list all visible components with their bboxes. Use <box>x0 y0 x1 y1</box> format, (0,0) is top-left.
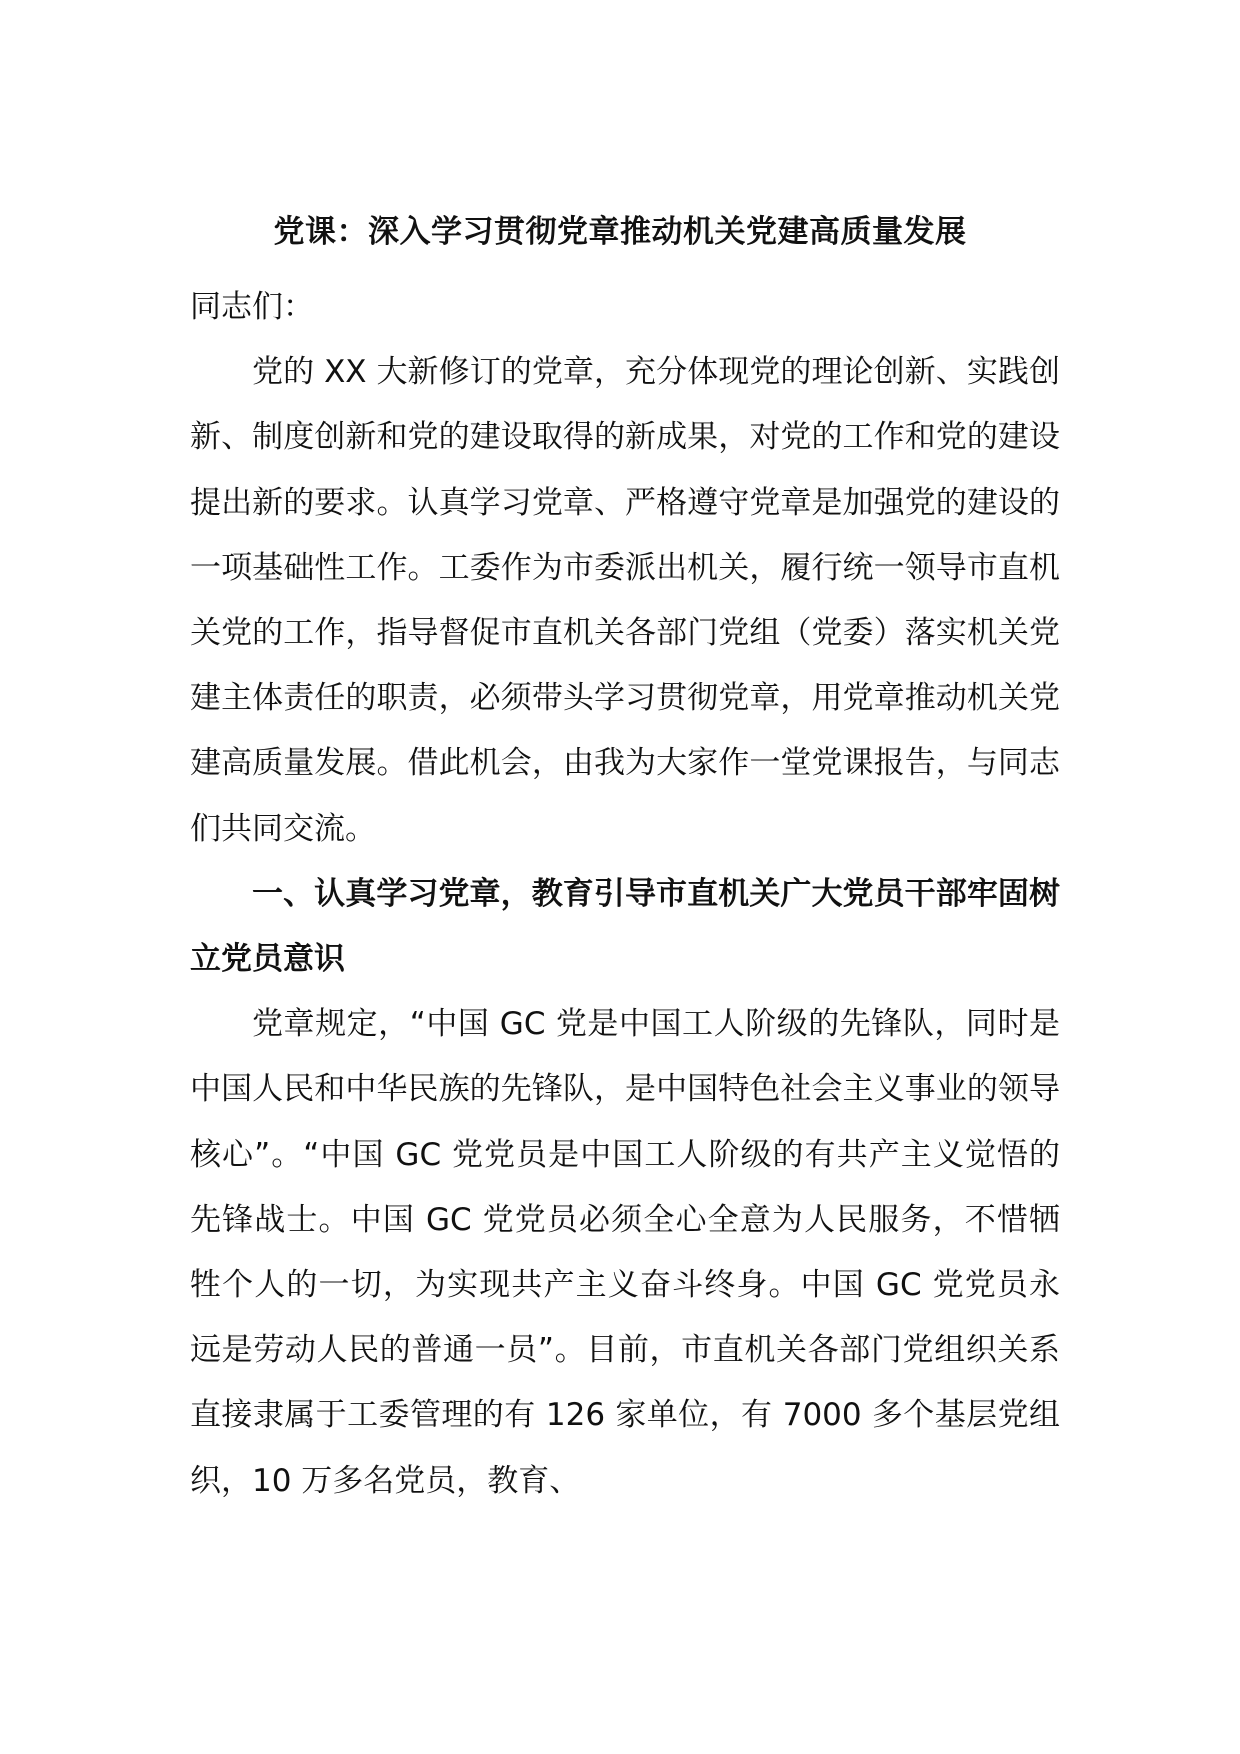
paragraph-section-1: 党章规定，“中国 GC 党是中国工人阶级的先锋队，同时是中国人民和中华民族的先锋队，是中国特色社会主义事业的领导核心”。“中国 GC 党党员是中国工人阶级的有共产主义觉悟的先锋战士。中国 GC 党党员必须全心全意为人民服务，不惜牺牲个人的一切，为实现共产主义奋斗终身。中国 GC 党党员永远是劳动人民的普通一员”。目前，市直机关各部门党组织关系直接隶属于工委管理的有 126 家单位，有 7000 多个基层党组织，10 万多名党员，教育、 <box>190 1006 1060 1499</box>
section-heading-1: 一、认真学习党章，教育引导市直机关广大党员干部牢固树立党员意识 <box>190 875 1060 978</box>
document-title: 党课：深入学习贯彻党章推动机关党建高质量发展 <box>273 214 967 250</box>
paragraph-intro: 党的 XX 大新修订的党章，充分体现党的理论创新、实践创新、制度创新和党的建设取得的新成果，对党的工作和党的建设提出新的要求。认真学习党章、严格遵守党章是加强党的建设的一项基础性工作。工委作为市委派出机关，履行统一领导市直机关党的工作，指导督促市直机关各部门党组（党委）落实机关党建主体责任的职责，必须带头学习贯彻党章，用党章推动机关党建高质量发展。借此机会，由我为大家作一堂党课报告，与同志们共同交流。 <box>190 354 1060 847</box>
salutation: 同志们： <box>190 289 314 325</box>
document-body <box>190 275 1060 1514</box>
